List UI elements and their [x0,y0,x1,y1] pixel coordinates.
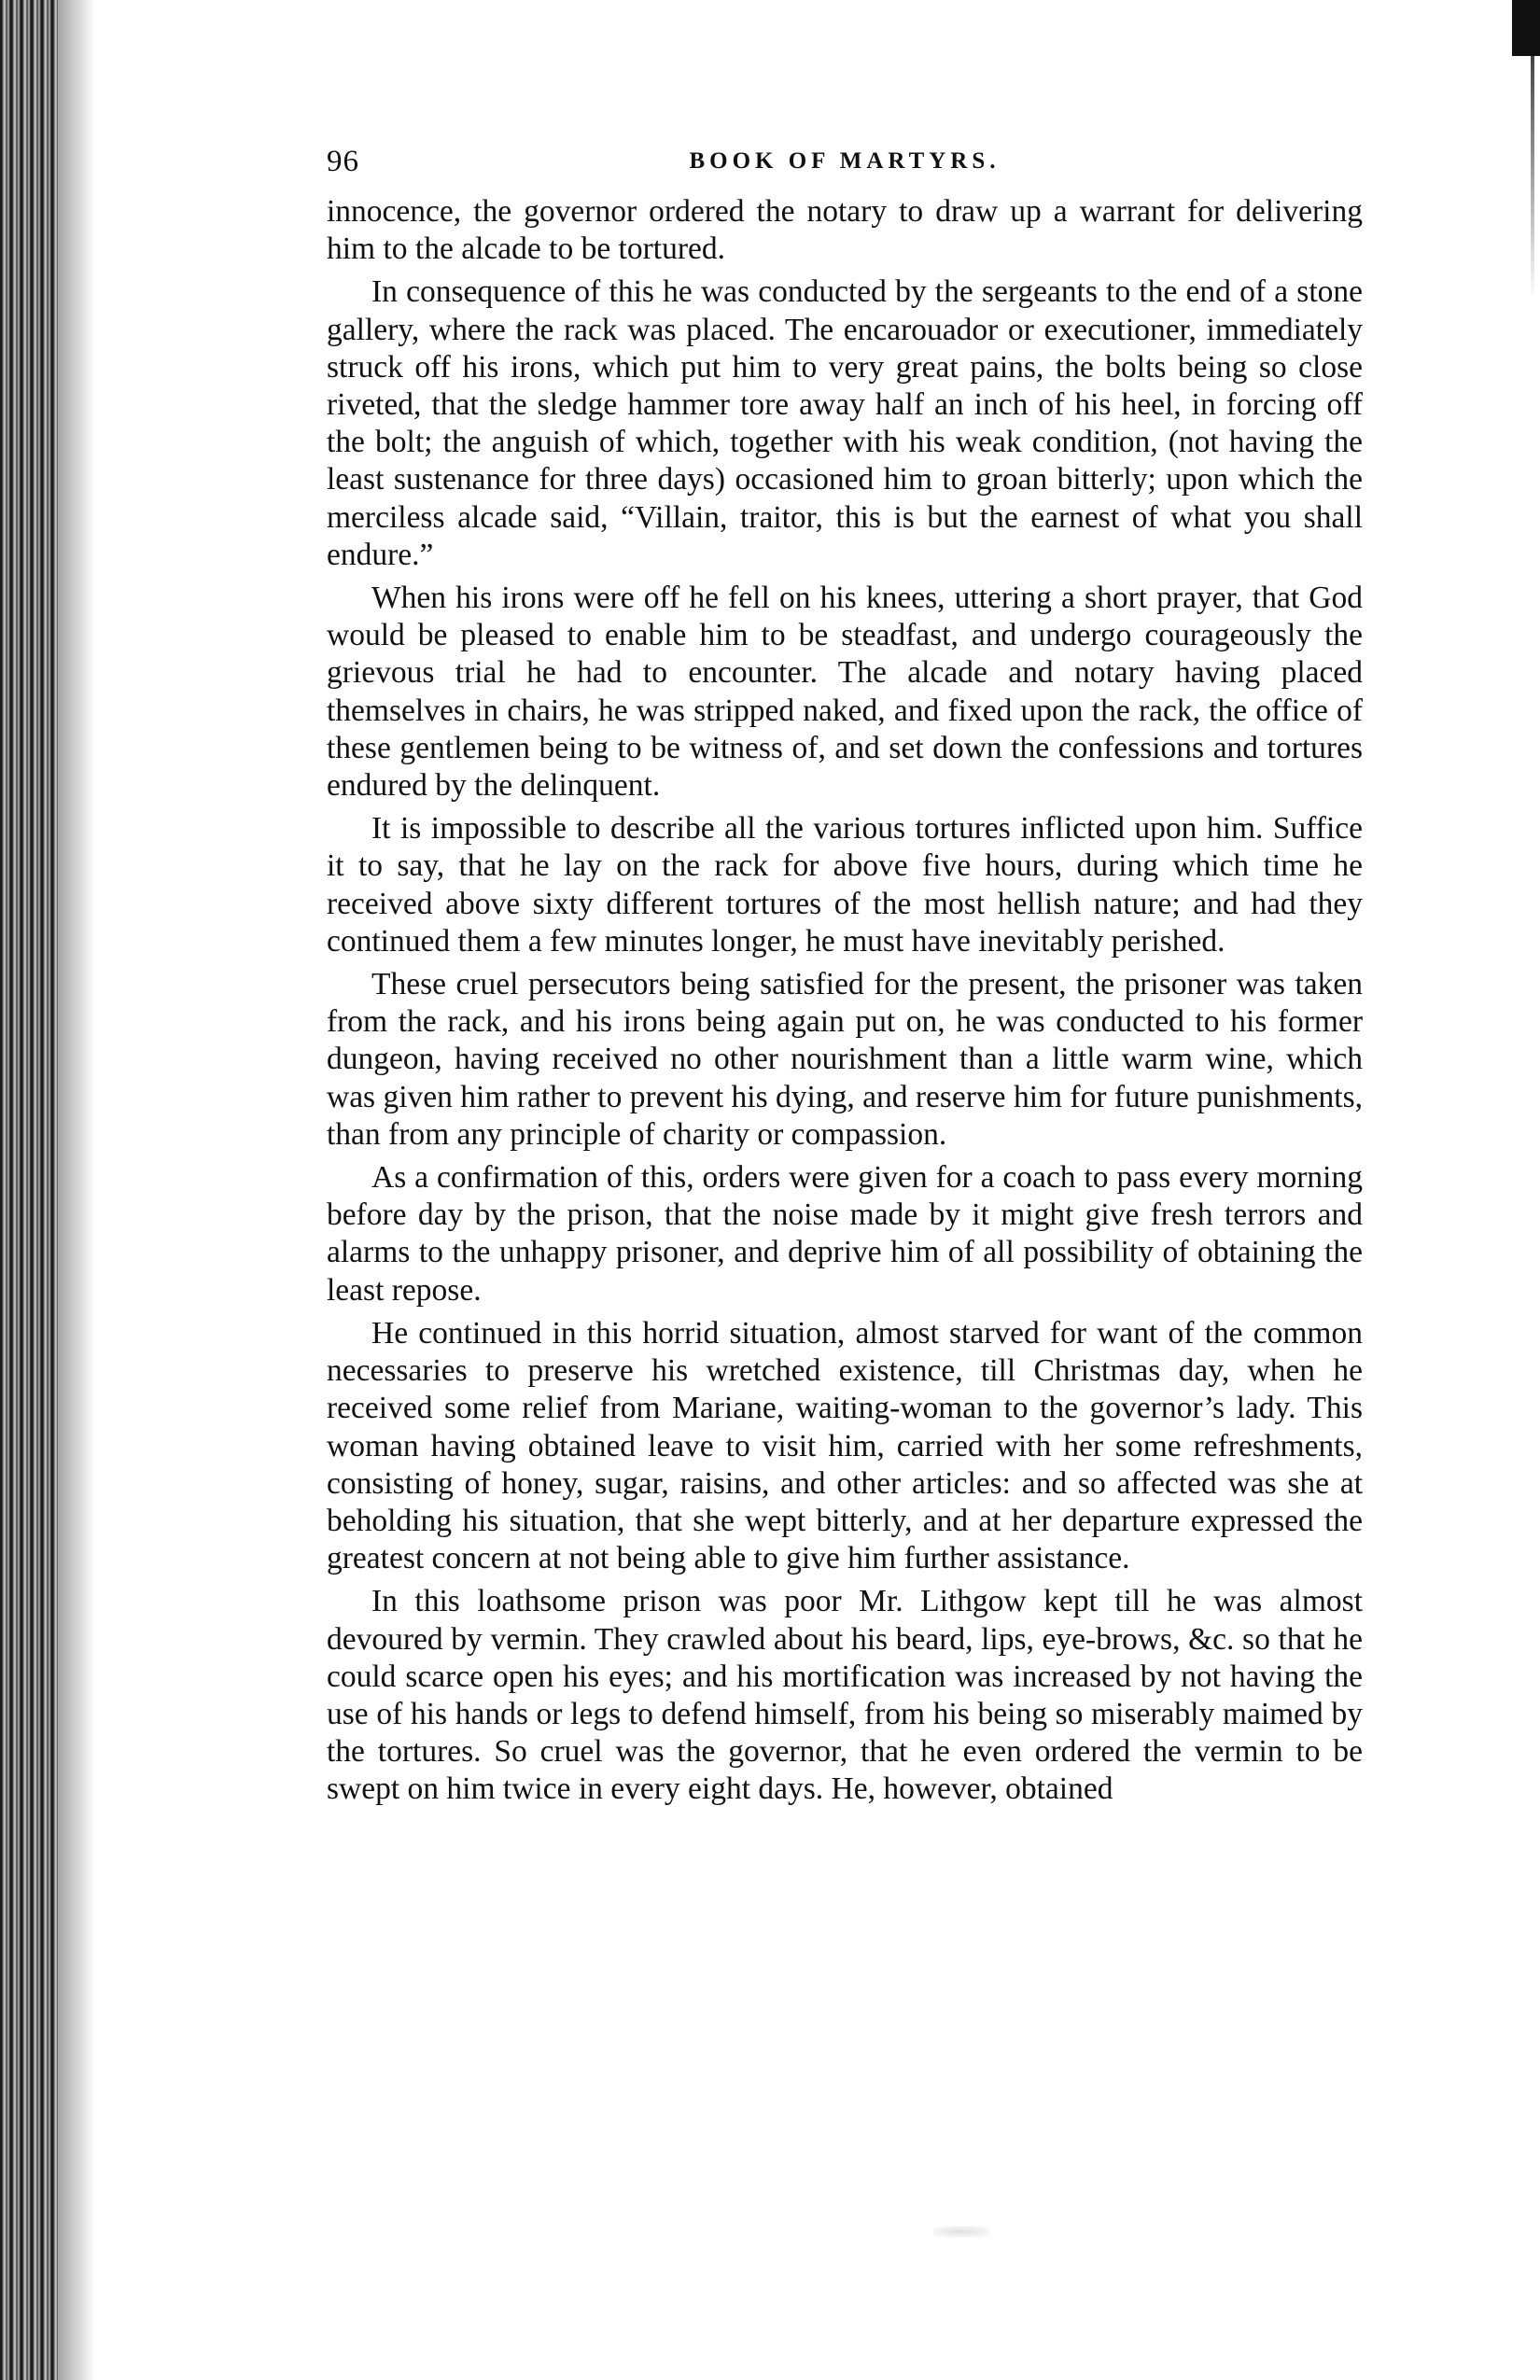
page-number: 96 [327,145,359,178]
paragraph: In consequence of this he was conducted by the sergeants to the end of a stone gallery, where the rack was placed. The encarouador or executioner, immediately struck off his irons, which put him to very great pains, the bolts being so close riveted, that the sledge hammer tore away half an inch of his heel, in forcing off the bolt; the anguish of which, together with his weak condition, (not having the least sustenance for three days) occasioned him to groan bitterly; upon which the merciless alcade said, “Villain, traitor, this is but the earnest of what you shall endure.” [327,274,1363,572]
page-header [327,145,1363,193]
paragraph: When his irons were off he fell on his knees, uttering a short prayer, that God would be pleased to enable him to be steadfast, and undergo courageously the grievous trial he had to encounter. The alcade and notary having placed themselves in chairs, he was stripped naked, and fixed upon the rack, the office of these gentlemen being to be witness of, and set down the confessions and tortures endured by the delinquent. [327,581,1363,804]
running-title: BOOK OF MARTYRS. [689,148,1001,174]
paragraph: He continued in this horrid situation, almost starved for want of the common necessaries to preserve his wretched existence, till Christmas day, when he received some relief from Mariane, waiting-woman to the governor’s lady. This woman having obtained leave to visit him, carried with her some refreshments, consisting of honey, sugar, raisins, and other articles: and so affected was she at beholding his situation, that she wept bitterly, and at her departure expressed the greatest concern at not being able to give him further assistance. [327,1315,1363,1576]
scan-corner-mark [1512,0,1540,56]
book-page [327,145,1363,1809]
paragraph: It is impossible to describe all the various tortures inflicted upon him. Suffice it to say, that he lay on the rack for above five hours, during which time he received above sixty different tortures of the most hellish nature; and had they continued them a few minutes longer, he must have inevitably perished. [327,811,1363,959]
paragraph-continued: innocence, the governor ordered the notary to draw up a warrant for delivering him to the alcade to be tortured. [327,194,1363,267]
book-binding-edge [0,0,58,2380]
paragraph: In this loathsome prison was poor Mr. Lithgow kept till he was almost devoured by vermin. They crawled about his beard, lips, eye-brows, &c. so that he could scarce open his eyes; and his mortification was increased by not having the use of his hands or legs to defend himself, from his being so miserably maimed by the tortures. So cruel was the governor, that he even ordered the vermin to be swept on him twice in every eight days. He, however, obtained [327,1584,1363,1807]
scan-smudge [933,2226,989,2237]
paragraph: As a confirmation of this, orders were given for a coach to pass every morning before day by the prison, that the noise made by it might give fresh terrors and alarms to the unhappy prisoner, and deprive him of all possibility of obtaining the least repose. [327,1160,1363,1308]
scan-edge-line [1531,56,1534,299]
paragraph: These cruel persecutors being satisfied for the present, the prisoner was taken from the rack, and his irons being again put on, he was conducted to his former dungeon, having received no other nourishment than a little warm wine, which was given him rather to prevent his dying, and reserve him for future punishments, than from any principle of charity or compassion. [327,967,1363,1152]
page-body [327,193,1363,1809]
binding-shadow [58,0,95,2380]
